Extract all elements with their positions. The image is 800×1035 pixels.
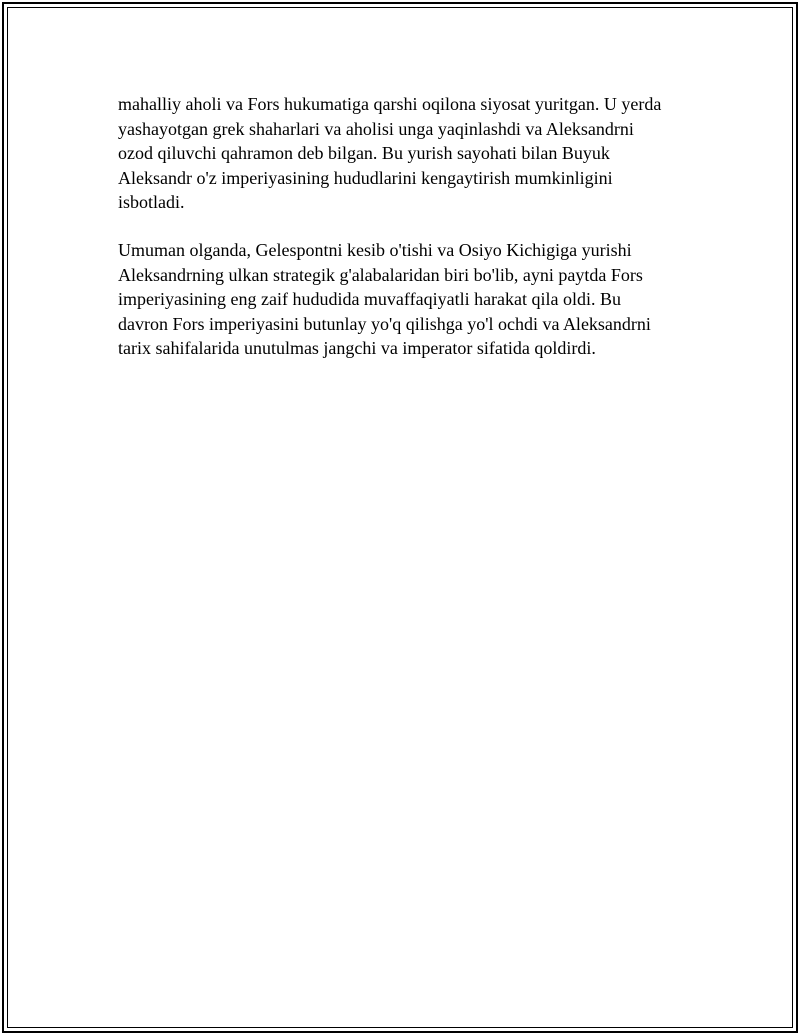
paragraph-1: mahalliy aholi va Fors hukumatiga qarshi oqilona siyosat yuritgan. U yerda yashayotgan grek shaharlari va aholisi unga yaqinlashdi va Aleksandrni ozod qiluvchi qahramon deb bilgan. Bu yurish sayohati bilan Buyuk Aleksandr o'z imperiyasining hududlarini kengaytirish mumkinligini isbotladi.	[118, 94, 662, 212]
document-body	[118, 92, 698, 384]
paragraph-2: Umuman olganda, Gelespontni kesib o'tishi va Osiyo Kichigiga yurishi Aleksandrning ulkan strategik g'alabalaridan biri bo'lib, ayni paytda Fors imperiyasining eng zaif hududida muvaffaqiyatli harakat qila oldi. Bu davron Fors imperiyasini butunlay yo'q qilishga yo'l ochdi va Aleksandrni tarix sahifalarida unutulmas jangchi va imperator sifatida qoldirdi.	[118, 240, 651, 358]
